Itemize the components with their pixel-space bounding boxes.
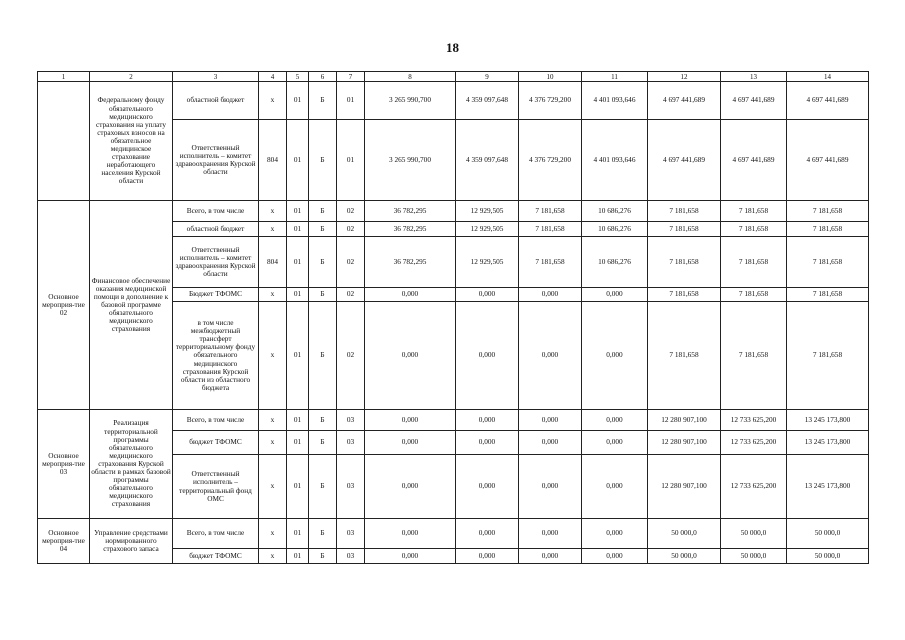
code-cell: 01 bbox=[287, 201, 309, 222]
code-cell: Б bbox=[309, 82, 337, 120]
value-cell: 0,000 bbox=[519, 519, 582, 549]
code-cell: 02 bbox=[337, 302, 365, 410]
page-number: 18 bbox=[446, 40, 459, 55]
header-cell: 9 bbox=[456, 72, 519, 82]
code-cell: 02 bbox=[337, 201, 365, 222]
table-row bbox=[38, 82, 869, 120]
value-cell: 0,000 bbox=[456, 549, 519, 564]
code-cell: 804 bbox=[259, 120, 287, 201]
header-cell: 3 bbox=[173, 72, 259, 82]
value-cell: 0,000 bbox=[365, 549, 456, 564]
code-cell: 01 bbox=[287, 222, 309, 237]
source-cell: областной бюджет bbox=[173, 222, 259, 237]
code-cell: 01 bbox=[287, 288, 309, 302]
code-cell: 01 bbox=[287, 237, 309, 288]
code-cell: Б bbox=[309, 120, 337, 201]
value-cell: 7 181,658 bbox=[721, 237, 787, 288]
value-cell: 4 697 441,689 bbox=[721, 82, 787, 120]
value-cell: 12 733 625,200 bbox=[721, 455, 787, 519]
value-cell: 7 181,658 bbox=[648, 237, 721, 288]
value-cell: 13 245 173,800 bbox=[787, 455, 869, 519]
value-cell: 13 245 173,800 bbox=[787, 410, 869, 431]
value-cell: 7 181,658 bbox=[787, 302, 869, 410]
source-cell: Всего, в том числе bbox=[173, 519, 259, 549]
group-desc-cell: Реализация территориальной программы обязательного медицинского страхования Курской области в рамках базовой программы обязательного медицинского страхования bbox=[90, 410, 173, 519]
group-desc-cell: Финансовое обеспечение оказания медицинской помощи в дополнение к базовой программе обязательного медицинского страхования bbox=[90, 201, 173, 410]
value-cell: 4 697 441,689 bbox=[787, 82, 869, 120]
value-cell: 12 929,505 bbox=[456, 222, 519, 237]
value-cell: 36 782,295 bbox=[365, 201, 456, 222]
value-cell: 12 280 907,100 bbox=[648, 431, 721, 455]
code-cell: 03 bbox=[337, 410, 365, 431]
code-cell: 03 bbox=[337, 455, 365, 519]
value-cell: 4 697 441,689 bbox=[648, 120, 721, 201]
value-cell: 7 181,658 bbox=[648, 302, 721, 410]
header-cell: 12 bbox=[648, 72, 721, 82]
group-name-cell: Основное мероприя-тие 04 bbox=[38, 519, 90, 564]
value-cell: 0,000 bbox=[365, 519, 456, 549]
value-cell: 4 401 093,646 bbox=[582, 82, 648, 120]
value-cell: 0,000 bbox=[456, 431, 519, 455]
header-cell: 5 bbox=[287, 72, 309, 82]
code-cell: Б bbox=[309, 288, 337, 302]
value-cell: 4 376 729,200 bbox=[519, 120, 582, 201]
value-cell: 0,000 bbox=[582, 549, 648, 564]
source-cell: в том числе межбюджетный трансферт территориальному фонду обязательного медицинского страхования Курской области из областного бюджета bbox=[173, 302, 259, 410]
code-cell: 02 bbox=[337, 222, 365, 237]
value-cell: 0,000 bbox=[365, 288, 456, 302]
value-cell: 0,000 bbox=[456, 519, 519, 549]
value-cell: 4 697 441,689 bbox=[721, 120, 787, 201]
value-cell: 50 000,0 bbox=[648, 549, 721, 564]
value-cell: 4 697 441,689 bbox=[648, 82, 721, 120]
group-name-cell: Основное мероприя-тие 02 bbox=[38, 201, 90, 410]
value-cell: 0,000 bbox=[582, 288, 648, 302]
code-cell: Б bbox=[309, 237, 337, 288]
value-cell: 0,000 bbox=[582, 455, 648, 519]
code-cell: х bbox=[259, 201, 287, 222]
header-cell: 14 bbox=[787, 72, 869, 82]
header-row bbox=[38, 72, 869, 82]
value-cell: 4 697 441,689 bbox=[787, 120, 869, 201]
value-cell: 12 733 625,200 bbox=[721, 410, 787, 431]
header-cell: 1 bbox=[38, 72, 90, 82]
value-cell: 7 181,658 bbox=[721, 201, 787, 222]
value-cell: 50 000,0 bbox=[787, 549, 869, 564]
value-cell: 0,000 bbox=[519, 302, 582, 410]
code-cell: Б bbox=[309, 410, 337, 431]
value-cell: 0,000 bbox=[582, 410, 648, 431]
source-cell: бюджет ТФОМС bbox=[173, 431, 259, 455]
value-cell: 7 181,658 bbox=[787, 237, 869, 288]
code-cell: Б bbox=[309, 431, 337, 455]
value-cell: 7 181,658 bbox=[519, 222, 582, 237]
code-cell: 03 bbox=[337, 519, 365, 549]
value-cell: 50 000,0 bbox=[721, 549, 787, 564]
code-cell: Б bbox=[309, 302, 337, 410]
header-cell: 7 bbox=[337, 72, 365, 82]
value-cell: 7 181,658 bbox=[721, 288, 787, 302]
value-cell: 0,000 bbox=[519, 431, 582, 455]
value-cell: 0,000 bbox=[456, 288, 519, 302]
value-cell: 7 181,658 bbox=[787, 288, 869, 302]
value-cell: 10 686,276 bbox=[582, 222, 648, 237]
code-cell: 01 bbox=[287, 120, 309, 201]
code-cell: 01 bbox=[287, 431, 309, 455]
code-cell: 01 bbox=[287, 302, 309, 410]
source-cell: бюджет ТФОМС bbox=[173, 549, 259, 564]
value-cell: 50 000,0 bbox=[787, 519, 869, 549]
value-cell: 7 181,658 bbox=[787, 222, 869, 237]
code-cell: 01 bbox=[337, 82, 365, 120]
header-cell: 2 bbox=[90, 72, 173, 82]
code-cell: 01 bbox=[287, 410, 309, 431]
code-cell: Б bbox=[309, 455, 337, 519]
value-cell: 3 265 990,700 bbox=[365, 82, 456, 120]
code-cell: 01 bbox=[337, 120, 365, 201]
source-cell: Бюджет ТФОМС bbox=[173, 288, 259, 302]
code-cell: х bbox=[259, 288, 287, 302]
value-cell: 7 181,658 bbox=[648, 288, 721, 302]
code-cell: х bbox=[259, 431, 287, 455]
source-cell: Ответственный исполнитель – территориальный фонд ОМС bbox=[173, 455, 259, 519]
value-cell: 7 181,658 bbox=[519, 237, 582, 288]
value-cell: 7 181,658 bbox=[648, 222, 721, 237]
code-cell: Б bbox=[309, 222, 337, 237]
value-cell: 50 000,0 bbox=[721, 519, 787, 549]
value-cell: 4 376 729,200 bbox=[519, 82, 582, 120]
value-cell: 12 280 907,100 bbox=[648, 410, 721, 431]
code-cell: 01 bbox=[287, 455, 309, 519]
table-row bbox=[38, 410, 869, 431]
header-cell: 4 bbox=[259, 72, 287, 82]
code-cell: 02 bbox=[337, 288, 365, 302]
header-cell: 10 bbox=[519, 72, 582, 82]
value-cell: 0,000 bbox=[519, 288, 582, 302]
value-cell: 0,000 bbox=[519, 549, 582, 564]
value-cell: 0,000 bbox=[519, 455, 582, 519]
source-cell: Всего, в том числе bbox=[173, 201, 259, 222]
source-cell: Ответственный исполнитель – комитет здравоохранения Курской области bbox=[173, 120, 259, 201]
code-cell: 804 bbox=[259, 237, 287, 288]
header-cell: 6 bbox=[309, 72, 337, 82]
group-name-cell bbox=[38, 82, 90, 201]
value-cell: 0,000 bbox=[456, 410, 519, 431]
value-cell: 36 782,295 bbox=[365, 237, 456, 288]
header-cell: 11 bbox=[582, 72, 648, 82]
group-desc-cell: Управление средствами нормированного страхового запаса bbox=[90, 519, 173, 564]
source-cell: областной бюджет bbox=[173, 82, 259, 120]
code-cell: х bbox=[259, 549, 287, 564]
code-cell: 03 bbox=[337, 431, 365, 455]
value-cell: 10 686,276 bbox=[582, 201, 648, 222]
value-cell: 7 181,658 bbox=[721, 302, 787, 410]
header-cell: 13 bbox=[721, 72, 787, 82]
value-cell: 7 181,658 bbox=[787, 201, 869, 222]
value-cell: 0,000 bbox=[365, 431, 456, 455]
value-cell: 7 181,658 bbox=[519, 201, 582, 222]
value-cell: 0,000 bbox=[519, 410, 582, 431]
source-cell: Ответственный исполнитель – комитет здравоохранения Курской области bbox=[173, 237, 259, 288]
value-cell: 0,000 bbox=[365, 302, 456, 410]
value-cell: 0,000 bbox=[365, 410, 456, 431]
code-cell: х bbox=[259, 410, 287, 431]
value-cell: 4 401 093,646 bbox=[582, 120, 648, 201]
value-cell: 0,000 bbox=[582, 302, 648, 410]
program-finance-table bbox=[37, 71, 869, 564]
value-cell: 0,000 bbox=[582, 431, 648, 455]
value-cell: 13 245 173,800 bbox=[787, 431, 869, 455]
header-cell: 8 bbox=[365, 72, 456, 82]
value-cell: 0,000 bbox=[456, 302, 519, 410]
value-cell: 7 181,658 bbox=[648, 201, 721, 222]
table-row bbox=[38, 201, 869, 222]
code-cell: 02 bbox=[337, 237, 365, 288]
value-cell: 3 265 990,700 bbox=[365, 120, 456, 201]
value-cell: 0,000 bbox=[582, 519, 648, 549]
code-cell: х bbox=[259, 302, 287, 410]
code-cell: 01 bbox=[287, 519, 309, 549]
code-cell: х bbox=[259, 82, 287, 120]
code-cell: Б bbox=[309, 201, 337, 222]
code-cell: х bbox=[259, 455, 287, 519]
value-cell: 4 359 097,648 bbox=[456, 120, 519, 201]
code-cell: 01 bbox=[287, 82, 309, 120]
group-name-cell: Основное мероприя-тие 03 bbox=[38, 410, 90, 519]
value-cell: 4 359 097,648 bbox=[456, 82, 519, 120]
value-cell: 10 686,276 bbox=[582, 237, 648, 288]
table-row bbox=[38, 519, 869, 549]
group-desc-cell: Федеральному фонду обязательного медицинского страхования на уплату страховых взносов на обязательное медицинское страхование неработающего населения Курской области bbox=[90, 82, 173, 201]
value-cell: 0,000 bbox=[456, 455, 519, 519]
code-cell: Б bbox=[309, 519, 337, 549]
value-cell: 12 929,505 bbox=[456, 237, 519, 288]
code-cell: х bbox=[259, 222, 287, 237]
code-cell: х bbox=[259, 519, 287, 549]
value-cell: 12 733 625,200 bbox=[721, 431, 787, 455]
value-cell: 50 000,0 bbox=[648, 519, 721, 549]
value-cell: 12 929,505 bbox=[456, 201, 519, 222]
code-cell: 03 bbox=[337, 549, 365, 564]
code-cell: Б bbox=[309, 549, 337, 564]
value-cell: 12 280 907,100 bbox=[648, 455, 721, 519]
value-cell: 36 782,295 bbox=[365, 222, 456, 237]
value-cell: 7 181,658 bbox=[721, 222, 787, 237]
code-cell: 01 bbox=[287, 549, 309, 564]
source-cell: Всего, в том числе bbox=[173, 410, 259, 431]
value-cell: 0,000 bbox=[365, 455, 456, 519]
